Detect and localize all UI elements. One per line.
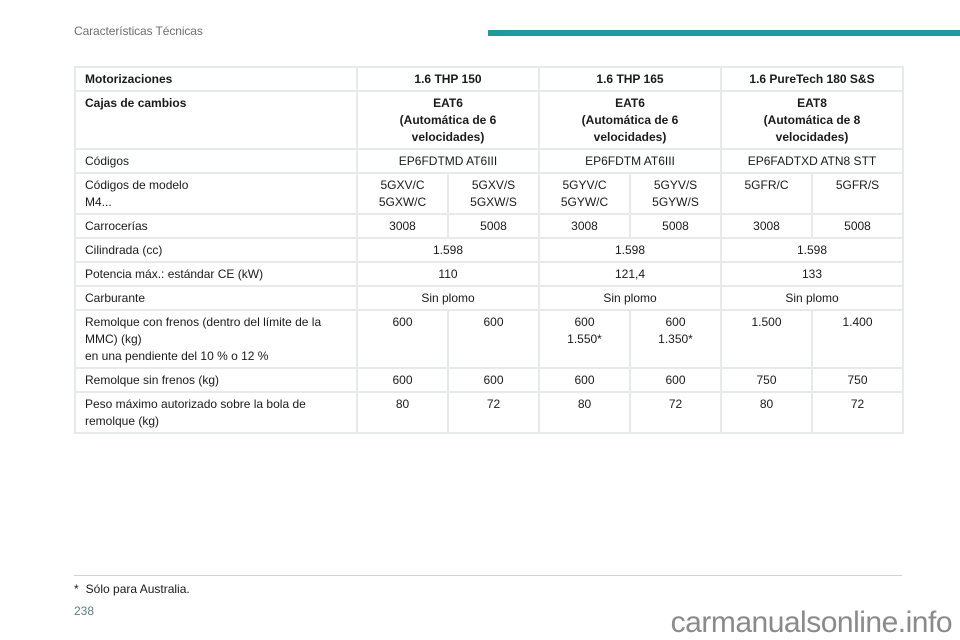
row-label <box>75 310 357 368</box>
row-label: Carrocerías <box>75 214 357 238</box>
unbraked-trailer-cell: 600 <box>448 368 539 392</box>
row-label-line: Remolque con frenos (dentro del límite de la <box>85 315 322 329</box>
body-cell: 5008 <box>812 214 903 238</box>
power-cell: 121,4 <box>539 262 721 286</box>
footnote-text: Sólo para Australia. <box>85 582 190 596</box>
value: 1.400 <box>842 315 873 329</box>
watermark: carmanualsonline.info <box>670 606 952 639</box>
row-peso-bola <box>75 392 903 433</box>
row-label: Carburante <box>75 286 357 310</box>
row-codigos-de-modelo <box>75 173 903 214</box>
row-carburante <box>75 286 903 310</box>
engine-header: 1.6 PureTech 180 S&S <box>721 67 903 91</box>
unbraked-trailer-cell: 600 <box>357 368 448 392</box>
body-cell: 3008 <box>357 214 448 238</box>
row-codigos <box>75 149 903 173</box>
braked-trailer-cell <box>721 310 812 368</box>
footnote <box>74 582 190 596</box>
row-label: Códigos <box>75 149 357 173</box>
footnote-mark: * <box>74 582 79 596</box>
code-cell: EP6FDTM AT6III <box>539 149 721 173</box>
displacement-cell: 1.598 <box>539 238 721 262</box>
model-code: 5GXW/S <box>470 195 517 209</box>
body-cell: 3008 <box>721 214 812 238</box>
model-code: 5GYW/S <box>652 195 699 209</box>
gearbox-desc: (Automática de 6 <box>399 113 497 127</box>
model-code-cell <box>812 173 903 214</box>
towball-load-cell: 80 <box>357 392 448 433</box>
unbraked-trailer-cell: 600 <box>630 368 721 392</box>
displacement-cell: 1.598 <box>721 238 903 262</box>
row-remolque-sin-frenos <box>75 368 903 392</box>
model-code: 5GFR/C <box>744 178 789 192</box>
gearbox-cell <box>357 91 539 149</box>
unbraked-trailer-cell: 750 <box>812 368 903 392</box>
gearbox-cell <box>539 91 721 149</box>
value-australia: 1.350* <box>658 332 693 346</box>
code-cell: EP6FADTXD ATN8 STT <box>721 149 903 173</box>
row-label-line: en una pendiente del 10 % o 12 % <box>85 349 269 363</box>
row-label-line: Códigos de modelo <box>85 178 189 192</box>
power-cell: 110 <box>357 262 539 286</box>
code-cell: EP6FDTMD AT6III <box>357 149 539 173</box>
row-label-line: MMC) (kg) <box>85 332 142 346</box>
engine-header: 1.6 THP 150 <box>357 67 539 91</box>
towball-load-cell: 72 <box>448 392 539 433</box>
value: 600 <box>665 315 686 329</box>
towball-load-cell: 72 <box>812 392 903 433</box>
model-code: 5GXW/C <box>378 195 427 209</box>
footnote-divider <box>74 575 902 576</box>
row-label: Remolque sin frenos (kg) <box>75 368 357 392</box>
row-label-line: M4... <box>85 195 112 209</box>
page-number: 238 <box>74 604 95 618</box>
unbraked-trailer-cell: 750 <box>721 368 812 392</box>
row-label: Potencia máx.: estándar CE (kW) <box>75 262 357 286</box>
towball-load-cell: 80 <box>539 392 630 433</box>
model-code: 5GXV/C <box>380 178 425 192</box>
model-code-cell <box>721 173 812 214</box>
body-cell: 5008 <box>630 214 721 238</box>
row-label <box>75 392 357 433</box>
row-carrocerias <box>75 214 903 238</box>
gearbox-desc: (Automática de 8 <box>763 113 861 127</box>
model-code: 5GYV/S <box>653 178 698 192</box>
row-cajas-de-cambios <box>75 91 903 149</box>
model-code: 5GYV/C <box>562 178 607 192</box>
gearbox-desc: velocidades) <box>775 130 849 144</box>
value-australia: 1.550* <box>567 332 602 346</box>
section-accent-bar <box>488 30 960 36</box>
value: 600 <box>574 315 595 329</box>
specifications-table <box>74 66 904 434</box>
row-remolque-con-frenos <box>75 310 903 368</box>
fuel-cell: Sin plomo <box>357 286 539 310</box>
row-label-line: remolque (kg) <box>85 414 160 428</box>
model-code-cell <box>630 173 721 214</box>
value: 1.500 <box>751 315 782 329</box>
gearbox-desc: velocidades) <box>593 130 667 144</box>
row-label-line: Peso máximo autorizado sobre la bola de <box>85 397 306 411</box>
model-code-cell <box>357 173 448 214</box>
model-code: 5GFR/S <box>835 178 880 192</box>
braked-trailer-cell <box>812 310 903 368</box>
gearbox-name: EAT8 <box>797 96 827 110</box>
value: 600 <box>392 315 413 329</box>
gearbox-desc: velocidades) <box>411 130 485 144</box>
fuel-cell: Sin plomo <box>539 286 721 310</box>
displacement-cell: 1.598 <box>357 238 539 262</box>
row-cilindrada <box>75 238 903 262</box>
body-cell: 5008 <box>448 214 539 238</box>
row-label: Motorizaciones <box>75 67 357 91</box>
value: 600 <box>483 315 504 329</box>
gearbox-desc: (Automática de 6 <box>581 113 679 127</box>
gearbox-name: EAT6 <box>433 96 463 110</box>
model-code: 5GYW/C <box>560 195 609 209</box>
section-title: Características Técnicas <box>74 24 203 38</box>
fuel-cell: Sin plomo <box>721 286 903 310</box>
model-code-cell <box>448 173 539 214</box>
braked-trailer-cell <box>357 310 448 368</box>
engine-header: 1.6 THP 165 <box>539 67 721 91</box>
row-label: Cilindrada (cc) <box>75 238 357 262</box>
row-label <box>75 173 357 214</box>
power-cell: 133 <box>721 262 903 286</box>
towball-load-cell: 72 <box>630 392 721 433</box>
body-cell: 3008 <box>539 214 630 238</box>
gearbox-cell <box>721 91 903 149</box>
gearbox-name: EAT6 <box>615 96 645 110</box>
braked-trailer-cell <box>539 310 630 368</box>
towball-load-cell: 80 <box>721 392 812 433</box>
braked-trailer-cell <box>630 310 721 368</box>
unbraked-trailer-cell: 600 <box>539 368 630 392</box>
model-code-cell <box>539 173 630 214</box>
row-label: Cajas de cambios <box>75 91 357 149</box>
row-motorizaciones <box>75 67 903 91</box>
model-code: 5GXV/S <box>471 178 516 192</box>
row-potencia <box>75 262 903 286</box>
braked-trailer-cell <box>448 310 539 368</box>
